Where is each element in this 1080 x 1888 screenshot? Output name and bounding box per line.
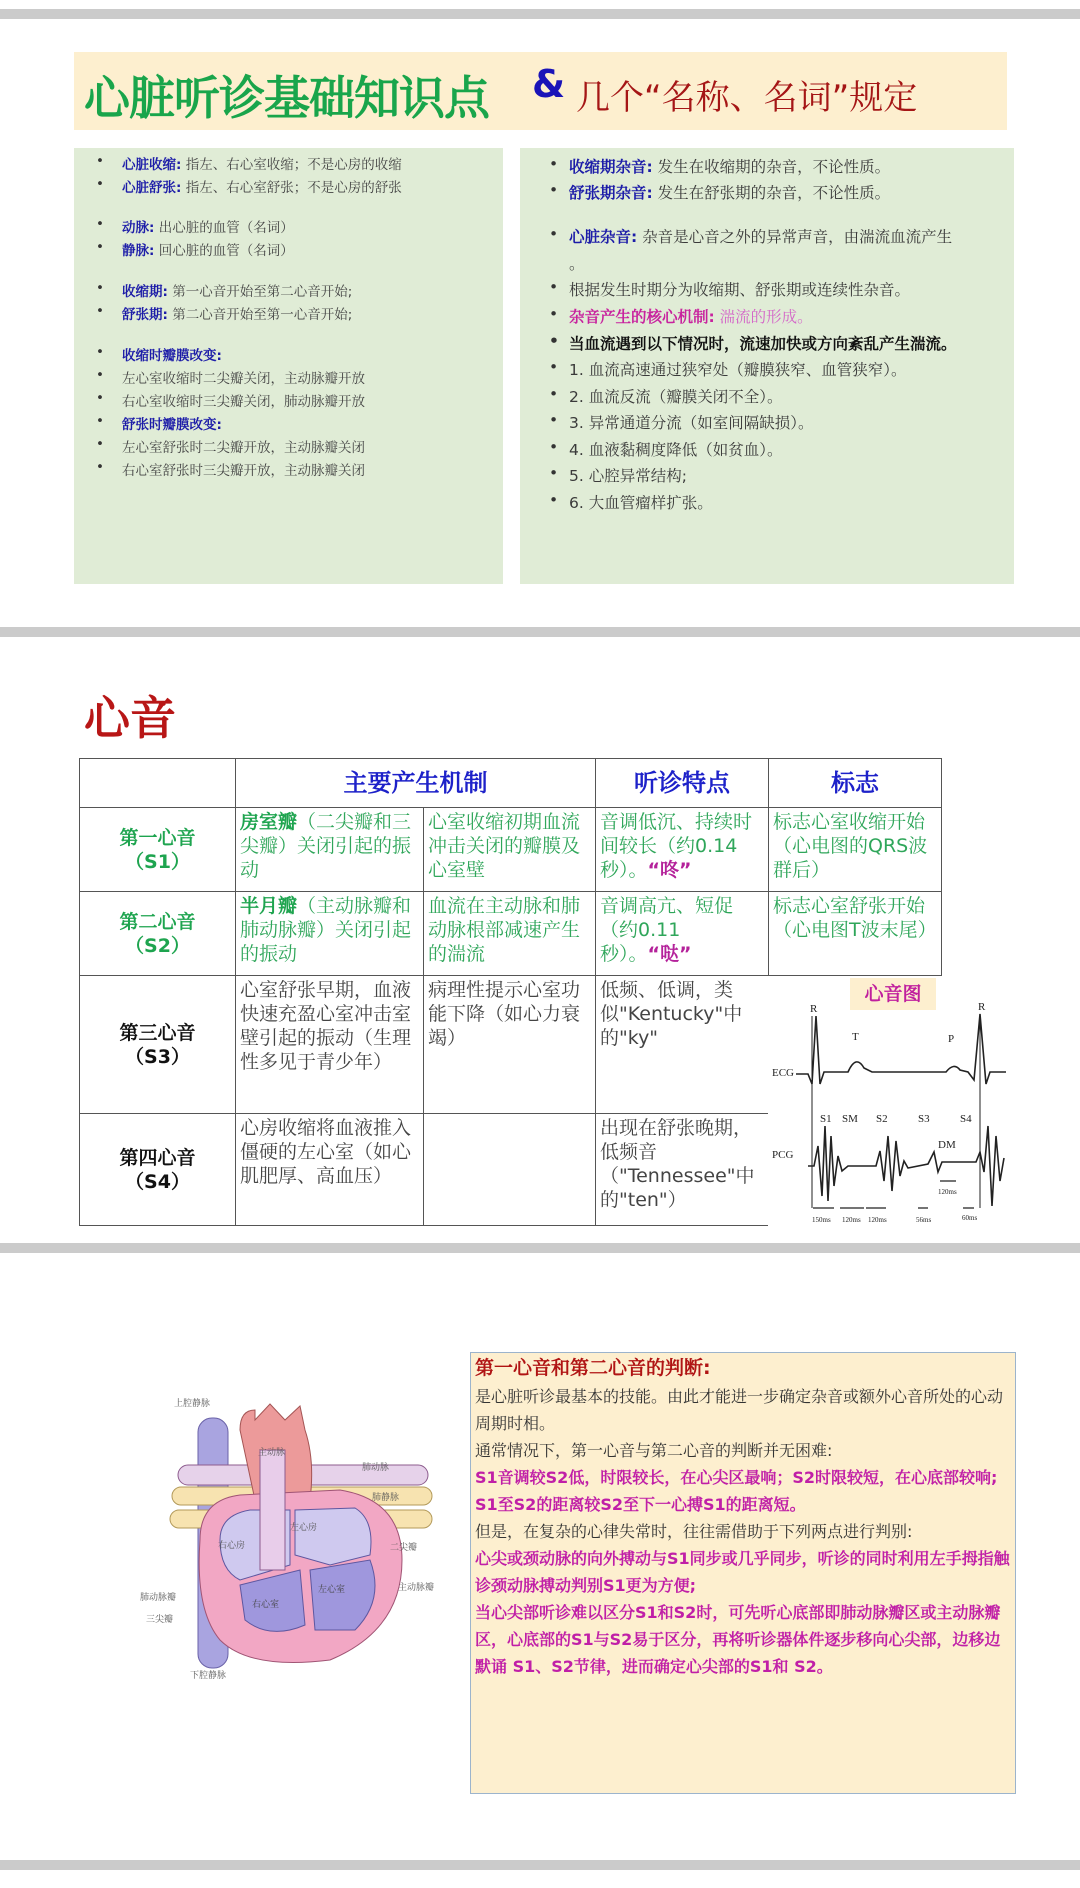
- list-item: • 静脉: 回心脏的血管（名词）: [96, 239, 294, 259]
- bullet-icon: •: [96, 390, 104, 406]
- svg-text:R: R: [978, 1001, 986, 1013]
- s1-s2-judgement-box: [470, 1352, 1016, 1794]
- cell-auscultation: 低频、低调，类似"Kentucky"中的"ky": [596, 976, 769, 1114]
- row-header-s1: 第一心音 （S1）: [80, 808, 236, 892]
- bullet-icon: •: [549, 438, 559, 456]
- cell-mechanism: 心室舒张早期，血液快速充盈心室冲击室壁引起的振动（生理性多见于青少年）: [236, 976, 424, 1114]
- cell-auscultation: 出现在舒张晚期，低频音（"Tennessee"中的"ten"）: [596, 1114, 769, 1226]
- svg-text:150ms: 150ms: [812, 1216, 831, 1224]
- tip-line: 但是，在复杂的心律失常时，往往需借助于下列两点进行判别:: [475, 1522, 913, 1541]
- list-item: • 3. 异常通道分流（如室间隔缺损）。: [549, 411, 814, 432]
- page-title-banner: [74, 52, 1007, 130]
- list-item: • 左心室收缩时二尖瓣关闭，主动脉瓣开放: [96, 367, 365, 387]
- list-item: • 心脏收缩: 指左、右心室收缩；不是心房的收缩: [96, 153, 402, 173]
- section-divider: [0, 1860, 1080, 1870]
- svg-text:S3: S3: [918, 1113, 930, 1125]
- cell-mechanism: 心房收缩将血液推入僵硬的左心室（如心肌肥厚、高血压）: [236, 1114, 424, 1226]
- cell-marker: 标志心室收缩开始（心电图的QRS波群后）: [769, 808, 942, 892]
- svg-text:PCG: PCG: [772, 1149, 794, 1161]
- bullet-icon: •: [549, 332, 559, 350]
- bullet-icon: •: [96, 459, 104, 475]
- bullet-icon: •: [549, 358, 559, 376]
- svg-text:SM: SM: [842, 1113, 858, 1125]
- ecg-pcg-trace-icon: [768, 976, 1008, 1226]
- label-tricuspid-valve: 三尖瓣: [146, 1615, 174, 1625]
- heart-anatomy-diagram: [140, 1390, 440, 1680]
- list-item-continuation: 。: [569, 255, 585, 273]
- table-header-row: [80, 759, 942, 808]
- svg-text:60ms: 60ms: [962, 1214, 978, 1222]
- section-divider: [0, 9, 1080, 19]
- row-header-s2: 第二心音 （S2）: [80, 892, 236, 976]
- bullet-icon: •: [549, 385, 559, 403]
- label-superior-vena-cava: 上腔静脉: [174, 1399, 211, 1409]
- section-title-heart-sounds: 心音: [84, 691, 176, 745]
- list-item: • 右心室收缩时三尖瓣关闭，肺动脉瓣开放: [96, 390, 365, 410]
- bullet-icon: •: [549, 181, 559, 199]
- table-header-empty: [80, 759, 236, 808]
- ecg-figure-label: 心音图: [850, 978, 936, 1010]
- label-mitral-valve: 二尖瓣: [390, 1543, 418, 1553]
- label-right-atrium: 右心房: [218, 1541, 246, 1551]
- bullet-icon: •: [96, 239, 104, 255]
- list-item: • 心脏舒张: 指左、右心室舒张；不是心房的舒张: [96, 176, 402, 196]
- svg-text:120ms: 120ms: [868, 1216, 887, 1224]
- cell-auscultation: 音调高亢、短促（约0.11秒）。“哒”: [596, 892, 769, 976]
- list-item: • 舒张期: 第二心音开始至第一心音开始;: [96, 303, 353, 323]
- tip-line: 心尖或颈动脉的向外搏动与S1同步或几乎同步，听诊的同时利用左手拇指触诊颈动脉搏动判别S1更为方便;: [475, 1549, 1010, 1595]
- cell-mechanism-detail: 病理性提示心室功能下降（如心力衰竭）: [424, 976, 596, 1114]
- list-item: • 6. 大血管瘤样扩张。: [549, 491, 713, 512]
- table-header-auscultation: 听诊特点: [596, 759, 769, 808]
- bullet-icon: •: [549, 464, 559, 482]
- svg-text:S4: S4: [960, 1113, 972, 1125]
- cell-auscultation: 音调低沉、持续时间较长（约0.14秒）。“咚”: [596, 808, 769, 892]
- tip-line: 当心尖部听诊难以区分S1和S2时，可先听心底部即肺动脉瓣区或主动脉瓣区，心底部的S1与S2易于区分，再将听诊器体件逐步移向心尖部，边移边默诵 S1、S2节律，进而确定心尖部的S1和 S2。: [475, 1603, 1001, 1676]
- section-divider: [0, 1243, 1080, 1253]
- page-subtitle: 几个“名称、名词”规定: [576, 78, 918, 118]
- list-item: • 心脏杂音: 杂音是心音之外的异常声音，由湍流血流产生: [549, 225, 953, 246]
- bullet-icon: •: [96, 303, 104, 319]
- list-item: • 杂音产生的核心机制: 湍流的形成。: [549, 305, 813, 326]
- label-pulmonary-valve: 肺动脉瓣: [140, 1593, 177, 1603]
- svg-text:S1: S1: [820, 1113, 832, 1125]
- cell-marker: 标志心室舒张开始（心电图T波末尾）: [769, 892, 942, 976]
- label-left-ventricle: 左心室: [318, 1585, 346, 1595]
- table-header-marker: 标志: [769, 759, 942, 808]
- bullet-icon: •: [96, 176, 104, 192]
- svg-text:56ms: 56ms: [916, 1216, 932, 1224]
- table-row: [80, 808, 942, 892]
- left-definitions-panel: [74, 148, 503, 584]
- svg-text:ECG: ECG: [772, 1067, 794, 1079]
- cell-mechanism-detail: 血流在主动脉和肺动脉根部减速产生的湍流: [424, 892, 596, 976]
- section-divider: [0, 627, 1080, 637]
- table-row: [80, 892, 942, 976]
- bullet-icon: •: [549, 411, 559, 429]
- list-item: • 舒张时瓣膜改变:: [96, 413, 222, 433]
- bullet-icon: •: [96, 367, 104, 383]
- bullet-icon: •: [96, 153, 104, 169]
- cell-mechanism: 房室瓣（二尖瓣和三尖瓣）关闭引起的振动: [236, 808, 424, 892]
- bullet-icon: •: [549, 305, 559, 323]
- list-item: • 收缩期杂音: 发生在收缩期的杂音，不论性质。: [549, 155, 891, 176]
- heart-illustration-icon: [140, 1390, 440, 1680]
- tip-line: S1至S2的距离较S2至下一心搏S1的距离短。: [475, 1495, 806, 1514]
- list-item: • 收缩时瓣膜改变:: [96, 344, 222, 364]
- bullet-icon: •: [96, 344, 104, 360]
- label-aorta: 主动脉: [258, 1448, 286, 1458]
- svg-text:120ms: 120ms: [938, 1188, 957, 1196]
- tip-line: S1音调较S2低，时限较长，在心尖区最响；S2时限较短，在心底部较响;: [475, 1468, 998, 1487]
- tip-line: 是心脏听诊最基本的技能。由此才能进一步确定杂音或额外心音所处的心动周期时相。: [475, 1387, 1004, 1433]
- list-item: • 左心室舒张时二尖瓣开放，主动脉瓣关闭: [96, 436, 365, 456]
- tip-line: 通常情况下，第一心音与第二心音的判断并无困难:: [475, 1441, 833, 1460]
- row-header-s4: 第四心音 （S4）: [80, 1114, 236, 1226]
- label-inferior-vena-cava: 下腔静脉: [190, 1671, 227, 1681]
- cell-mechanism-detail: [424, 1114, 596, 1226]
- bullet-icon: •: [549, 278, 559, 296]
- svg-text:DM: DM: [938, 1139, 956, 1151]
- list-item: • 5. 心腔异常结构;: [549, 464, 687, 485]
- bullet-icon: •: [96, 280, 104, 296]
- bullet-icon: •: [549, 491, 559, 509]
- list-item: • 根据发生时期分为收缩期、舒张期或连续性杂音。: [549, 278, 911, 299]
- svg-text:S2: S2: [876, 1113, 888, 1125]
- label-aortic-valve: 主动脉瓣: [398, 1583, 435, 1593]
- tip-title: 第一心音和第二心音的判断:: [475, 1357, 711, 1379]
- list-item: • 右心室舒张时三尖瓣开放，主动脉瓣关闭: [96, 459, 365, 479]
- list-item: • 当血流遇到以下情况时，流速加快或方向紊乱产生湍流。: [549, 332, 957, 353]
- label-right-ventricle: 右心室: [252, 1600, 280, 1610]
- svg-text:P: P: [948, 1033, 955, 1045]
- list-item: • 4. 血液黏稠度降低（如贫血）。: [549, 438, 783, 459]
- cell-mechanism-detail: 心室收缩初期血流冲击关闭的瓣膜及心室壁: [424, 808, 596, 892]
- title-ampersand: &: [532, 62, 566, 106]
- bullet-icon: •: [96, 216, 104, 232]
- list-item: • 舒张期杂音: 发生在舒张期的杂音，不论性质。: [549, 181, 891, 202]
- bullet-icon: •: [549, 225, 559, 243]
- list-item: • 收缩期: 第一心音开始至第二心音开始;: [96, 280, 353, 300]
- list-item: • 2. 血流反流（瓣膜关闭不全）。: [549, 385, 783, 406]
- cell-mechanism: 半月瓣（主动脉瓣和肺动脉瓣）关闭引起的振动: [236, 892, 424, 976]
- bullet-icon: •: [96, 413, 104, 429]
- list-item: • 动脉: 出心脏的血管（名词）: [96, 216, 294, 236]
- bullet-icon: •: [96, 436, 104, 452]
- bullet-icon: •: [549, 155, 559, 173]
- list-item: • 1. 血流高速通过狭窄处（瓣膜狭窄、血管狭窄）。: [549, 358, 907, 379]
- row-header-s3: 第三心音 （S3）: [80, 976, 236, 1114]
- svg-text:T: T: [852, 1031, 859, 1043]
- label-left-atrium: 左心房: [290, 1523, 318, 1533]
- svg-text:R: R: [810, 1003, 818, 1015]
- label-pulmonary-artery: 肺动脉: [362, 1463, 390, 1473]
- page-title: 心脏听诊基础知识点: [84, 71, 489, 125]
- svg-text:120ms: 120ms: [842, 1216, 861, 1224]
- phonocardiogram-figure: [768, 976, 1008, 1226]
- table-header-mechanism: 主要产生机制: [236, 759, 596, 808]
- label-pulmonary-vein: 肺静脉: [372, 1493, 400, 1503]
